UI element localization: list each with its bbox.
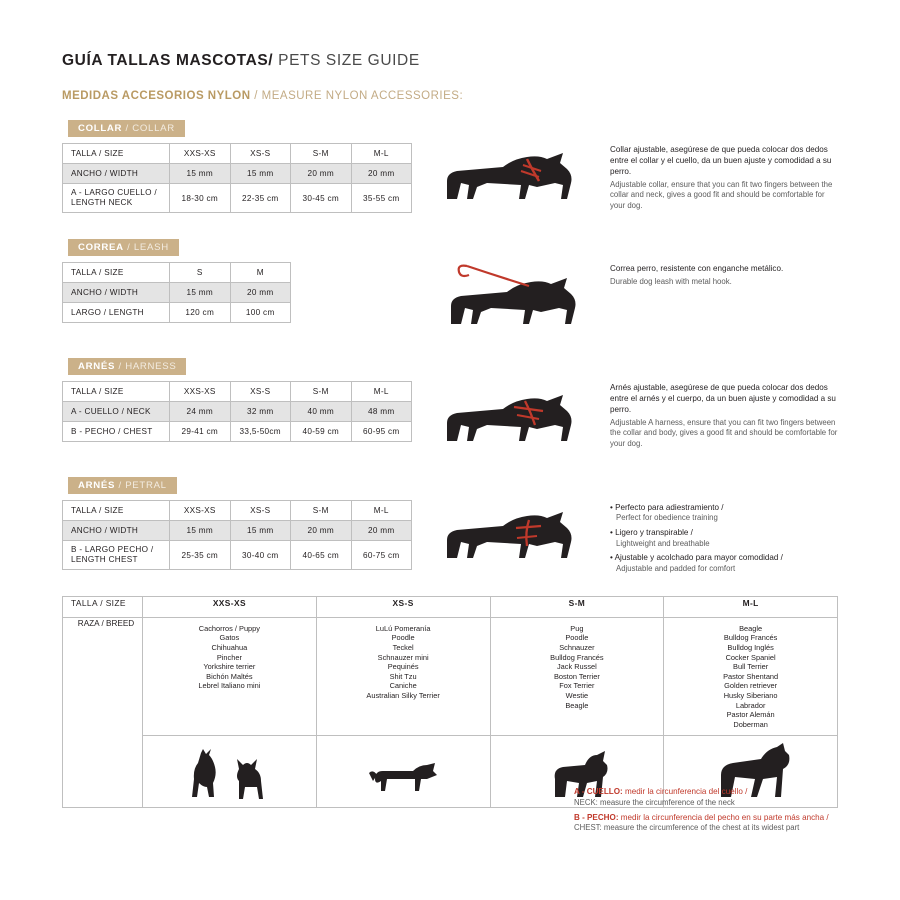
breed-list [665, 619, 836, 734]
section-header-en: / LEASH [123, 242, 169, 253]
breed-size-header: S-M [490, 596, 664, 617]
leash-illustration [412, 256, 602, 338]
breed-item: Bichón Maltés [206, 671, 253, 681]
desc-en: Adjustable collar, ensure that you can fit two fingers between the collar and neck, gives a good fit and should be comfortable for your dog. [610, 179, 833, 210]
breed-item: Pug [570, 623, 584, 633]
silhouette-group [318, 737, 489, 806]
row-label: TALLA / SIZE [63, 501, 170, 521]
breed-size-header: M-L [664, 596, 838, 617]
collar-size-table [62, 143, 412, 213]
cell: 33,5-50cm [230, 422, 291, 442]
legend-text-es: medir la circunferencia del pecho en su parte más ancha / [618, 812, 829, 822]
breed-list [144, 619, 315, 695]
cell: 15 mm [230, 164, 291, 184]
cell: M-L [351, 382, 412, 402]
harness-illustration [412, 375, 602, 457]
legend-line-neck [574, 787, 874, 798]
row-label: TALLA / SIZE [63, 144, 170, 164]
breed-size-header: XXS-XS [143, 596, 317, 617]
cell: 48 mm [351, 402, 412, 422]
leash-size-table [62, 262, 412, 323]
breed-item: Shit Tzu [389, 671, 417, 681]
petral-table-wrap [62, 494, 412, 570]
dog-harness-icon [417, 377, 597, 457]
breed-cell [490, 617, 664, 735]
cell: 15 mm [170, 283, 231, 303]
cell: 15 mm [170, 521, 231, 541]
table-row [63, 521, 412, 541]
cell: 20 mm [230, 283, 291, 303]
chihuahua-silhouette-icon [231, 751, 271, 803]
breed-item: Cocker Spaniel [725, 652, 776, 662]
cell: 20 mm [351, 164, 412, 184]
section-header-leash [68, 239, 179, 256]
cell: 60-95 cm [351, 422, 412, 442]
section-header-en: / PETRAL [115, 480, 167, 491]
leash-description [602, 256, 838, 289]
cell: 40-59 cm [291, 422, 352, 442]
breed-item: Poodle [565, 633, 589, 643]
table-row [63, 617, 838, 735]
harness-description [602, 375, 838, 451]
page-subtitle [62, 90, 838, 102]
legend-text-en: NECK: measure the circumference of the neck [574, 798, 735, 808]
row-label: ANCHO / WIDTH [63, 283, 170, 303]
section-leash [62, 237, 838, 338]
cell: 22-35 cm [230, 184, 291, 213]
table-row [63, 144, 412, 164]
table-row [63, 263, 412, 283]
section-header-en: / HARNESS [115, 361, 177, 372]
breed-item: Pequinés [387, 662, 419, 672]
legend-line-chest [574, 813, 874, 824]
cell: 20 mm [291, 164, 352, 184]
dog-petral-icon [417, 496, 597, 576]
cell: 35-55 cm [351, 184, 412, 213]
cell: 100 cm [230, 303, 291, 323]
cell: M-L [351, 501, 412, 521]
breed-item: Fox Terrier [559, 681, 595, 691]
cell: S-M [291, 144, 352, 164]
cell: XXS-XS [170, 382, 231, 402]
breed-item: Bulldog Francés [723, 633, 778, 643]
row-label: A - LARGO CUELLO / LENGTH NECK [63, 184, 170, 213]
breed-item: Golden retriever [724, 681, 778, 691]
section-petral [62, 475, 838, 578]
petral-benefits [602, 494, 838, 578]
breed-cell [664, 617, 838, 735]
breed-item: Beagle [739, 623, 763, 633]
petral-size-table [62, 500, 412, 570]
measurement-legend [574, 787, 874, 838]
row-label: TALLA / SIZE [63, 263, 170, 283]
dachshund-silhouette-icon [365, 759, 441, 803]
section-header-es: COLLAR [78, 123, 123, 134]
breed-list [492, 619, 663, 715]
breed-item: Husky Siberiano [723, 691, 778, 701]
breed-item: Boston Terrier [553, 671, 600, 681]
cell: XXS-XS [170, 144, 231, 164]
bullet-es: • Ajustable y acolchado para mayor comodidad / [610, 553, 783, 563]
breed-section [62, 596, 838, 808]
breed-item: Schnauzer mini [377, 652, 429, 662]
legend-key: A - CUELLO: [574, 787, 623, 797]
breed-item: Westie [565, 691, 589, 701]
breed-item: Jack Russel [556, 662, 597, 672]
collar-description [602, 137, 838, 213]
row-label: LARGO / LENGTH [63, 303, 170, 323]
table-row [63, 402, 412, 422]
cell: S [170, 263, 231, 283]
breed-table [62, 596, 838, 808]
breed-item: Bulldog Francés [550, 652, 604, 662]
breed-item: Pastor Shentand [723, 671, 779, 681]
breed-item: Chihuahua [211, 642, 248, 652]
page-title-es: GUÍA TALLAS MASCOTAS/ [62, 52, 274, 69]
cell: XS-S [230, 382, 291, 402]
row-label: TALLA / SIZE [63, 382, 170, 402]
cell: 40-65 cm [291, 541, 352, 570]
cell: 29-41 cm [170, 422, 231, 442]
table-row [63, 184, 412, 213]
breed-item: Cachorros / Puppy [198, 623, 260, 633]
section-header-petral [68, 477, 177, 494]
breed-item: Australian Silky Terrier [366, 691, 440, 701]
desc-es: Collar ajustable, asegúrese de que pueda colocar dos dedos entre el collar y el cuello, da un buen ajuste y comodidad a su perro. [610, 145, 832, 176]
cell: 15 mm [230, 521, 291, 541]
breed-item: Caniche [389, 681, 417, 691]
row-label: B - PECHO / CHEST [63, 422, 170, 442]
cell: XS-S [230, 144, 291, 164]
dog-collar-icon [417, 139, 597, 219]
petral-illustration [412, 494, 602, 576]
cell: 20 mm [291, 521, 352, 541]
breed-item: Gatos [219, 633, 240, 643]
cat-silhouette-icon [187, 747, 227, 803]
cell: XXS-XS [170, 501, 231, 521]
silhouette-cell-xxs [143, 735, 317, 807]
cell: 30-40 cm [230, 541, 291, 570]
table-row [63, 303, 412, 323]
breed-item: Doberman [733, 719, 768, 729]
breed-row-label-text: RAZA / BREED [77, 618, 135, 628]
cell: 24 mm [170, 402, 231, 422]
breed-item: Lebrel Italiano mini [198, 681, 261, 691]
cell: 120 cm [170, 303, 231, 323]
breed-row-label [63, 617, 143, 807]
legend-text-en: CHEST: measure the circumference of the chest at its widest part [574, 823, 800, 833]
dog-leash-icon [417, 258, 597, 338]
bullet-en: Adjustable and padded for comfort [616, 563, 736, 573]
silhouette-group [144, 737, 315, 806]
section-header-es: CORREA [78, 242, 124, 253]
leash-table-wrap [62, 256, 412, 323]
desc-en: Adjustable A harness, ensure that you can fit two fingers between the collar and body, gives a good fit and should be comfortable for your dog. [610, 417, 838, 448]
legend-key: B - PECHO: [574, 812, 619, 822]
bullet-en: Lightweight and breathable [616, 538, 710, 548]
harness-table-wrap [62, 375, 412, 442]
desc-en: Durable dog leash with metal hook. [610, 276, 732, 286]
breed-item: Poodle [391, 633, 415, 643]
table-row [63, 422, 412, 442]
silhouette-cell-xs [316, 735, 490, 807]
breed-item: Pastor Alemán [726, 710, 775, 720]
breed-item: Schnauzer [559, 642, 595, 652]
cell: 30-45 cm [291, 184, 352, 213]
row-label: B - LARGO PECHO / LENGTH CHEST [63, 541, 170, 570]
section-header-collar [68, 120, 185, 137]
row-label: ANCHO / WIDTH [63, 521, 170, 541]
collar-illustration [412, 137, 602, 219]
section-collar [62, 118, 838, 219]
section-header-es: ARNÉS [78, 480, 116, 491]
desc-es: Arnés ajustable, asegúrese de que pueda colocar dos dedos entre el arnés y el cuerpo, da un buen ajuste y comodidad a su perro. [610, 383, 836, 414]
breed-header-label: TALLA / SIZE [63, 596, 143, 617]
row-label: A - CUELLO / NECK [63, 402, 170, 422]
page-subtitle-es: MEDIDAS ACCESORIOS NYLON [62, 90, 251, 102]
cell: 20 mm [351, 521, 412, 541]
cell: M-L [351, 144, 412, 164]
table-row [63, 541, 412, 570]
breed-item: Bulldog Inglés [727, 642, 774, 652]
cell: S-M [291, 501, 352, 521]
cell: XS-S [230, 501, 291, 521]
cell: 32 mm [230, 402, 291, 422]
cell: 18-30 cm [170, 184, 231, 213]
section-header-en: / COLLAR [122, 123, 175, 134]
legend-text-es: medir la circunferencia del cuello / [622, 787, 748, 797]
table-row [63, 164, 412, 184]
breed-item: Pincher [216, 652, 242, 662]
bullet-es: • Ligero y transpirable / [610, 528, 693, 538]
breed-item: Yorkshire terrier [203, 662, 256, 672]
breed-item: Bull Terrier [733, 662, 769, 672]
collar-table-wrap [62, 137, 412, 213]
bullet-en: Perfect for obedience training [616, 513, 718, 523]
page-title [62, 52, 838, 70]
harness-size-table [62, 381, 412, 442]
breed-cell [143, 617, 317, 735]
breed-size-header: XS-S [316, 596, 490, 617]
breed-item: LuLú Pomeranía [375, 623, 431, 633]
cell: 60-75 cm [351, 541, 412, 570]
breed-item: Teckel [392, 642, 414, 652]
cell: M [230, 263, 291, 283]
table-row [63, 501, 412, 521]
page-subtitle-en: / MEASURE NYLON ACCESSORIES: [250, 90, 464, 102]
cell: 15 mm [170, 164, 231, 184]
cell: S-M [291, 382, 352, 402]
section-header-harness [68, 358, 186, 375]
cell: 25-35 cm [170, 541, 231, 570]
section-header-es: ARNÉS [78, 361, 116, 372]
breed-item: Labrador [735, 700, 766, 710]
desc-es: Correa perro, resistente con enganche metálico. [610, 264, 784, 273]
page-title-en: PETS SIZE GUIDE [273, 52, 420, 69]
row-label: ANCHO / WIDTH [63, 164, 170, 184]
table-row [63, 283, 412, 303]
table-row [63, 382, 412, 402]
table-header-row [63, 596, 838, 617]
breed-item: Beagle [565, 700, 589, 710]
cell: 40 mm [291, 402, 352, 422]
bullet-es: • Perfecto para adiestramiento / [610, 503, 724, 512]
breed-cell [316, 617, 490, 735]
section-harness [62, 356, 838, 457]
breed-list [318, 619, 489, 705]
